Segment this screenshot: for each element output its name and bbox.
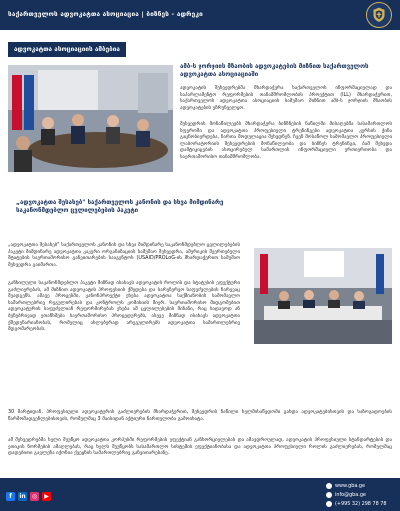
story1-paragraph-2: შეხვედრის მონაწილეებს მხარდაჭერა ბინზნესის ნაწილში მისაღებმა სასამართლოს სფეროში და ადვოკატთა პროფესიული ტრენინგები ადვოკატთა კურსის ჭინა გაცნობიერდება, ჩართა მოდულაცია შეხვდნენ. ჩვენ მოსაწოლ სამომავლო პროფესიული ლაბორატორიის შეხვედრების მონაწილეობა და ბიზნეს ტრენინგი, ბამ შეხვდა დამტიკიცების ასოცირებულ სამართლის ინფორმაციული ურთიერთობა და საერთაშორისო თანამშრომლობა. [180, 121, 392, 160]
facebook-icon[interactable]: f [6, 492, 15, 501]
youtube-icon[interactable]: ▶ [42, 492, 51, 501]
association-logo [366, 2, 392, 28]
social-links [6, 492, 51, 501]
section-title: ადვოკატთა ასოციაციის ამბებია [8, 42, 126, 57]
meeting-photo-2 [254, 248, 392, 344]
header-bar [0, 0, 400, 30]
story2-paragraph-1: „ადვოკატთა შესახებ" საქართველოს კანონის და სხვა მიმდინარე საკანონმდებლო ცვლილებების პაკეტი მიმდინარე ადვოკატთა კაკური ორგანიზაციის სამუშაო შეხვედრა, ამერიკის შეერთებული შტატების საერთაშორისო განვითარების სააგენტოს (USAID/PROLoG-ის მხარდაჭერით სამუშაო შეხვედრა გაიმართა. [8, 242, 240, 268]
phone-row [326, 499, 392, 508]
meeting-photo-1 [8, 65, 173, 172]
closing-paragraph-1: 30 მარტიდან, პროფესიული ადვოკატურის გაძლიერების მხარდაჭერით, შეხვედრის ნაწილი ხელმისაწვდომი გახდა ადვოკატებისთვის და საზოგადოების წარმომადგენლებისთვის, რომელმაც 3 მაისიდან აქტიური ჩართულობა გამოიხატა. [8, 409, 392, 422]
globe-icon [326, 483, 332, 489]
footer-bar [0, 478, 400, 511]
closing-paragraph-2: ამ შეხვედრებმა ხელი შეუწყო ადვოკატთა კორპუსში რეფორმების ეფექტიან განხორციელებას და ამავდროულად, ადვოკატის პროფესიული სტანდარტების და ეთიკის ნორმების ამაღლებას, რაც ხელს შეუწყობს სასამართლო სისტემის ეფექტიანობასა და ადვოკატთა პროფესიული როლის გაძლიერებას, რომელმაც დადებითი გავლენა იქონია ქვეყნის სამართლებრივ განვითარებაზე. [8, 437, 392, 457]
website-link[interactable]: www.gba.ge [335, 482, 365, 489]
story2-paragraph-2: განხილული საკანონმდებლო პაკეტი მიზნად ისახავს ადვოკატის როლის და სტატუსის ეფექტური გაძლიერებას, ამ მიზნით ადვოკატის პროფესიის ქმედება და სარეზერვო საფუძვლების ჩარევაც შეადგენს. ამავე პროცესში, კანონპროექტი ეხება ადვოკატთა საქმიანობის სამომავლო სამართლებრივ რეგულირებას და კონტროლს კომისიის მიერ. საერთაშორისო მიდგომებით ადვოკატურის საფუძვლიან რეფორმირებას ეხება ამ ცვლილებების მიზანი, რაც სადავოდ ან ბუნებრივად ეთანხმება საერთაშორისო პროცედურებს, ასევე მიზნად ისახავს ადვოკატთა ქმედუნარიანობას, რომელიც ახლებურად არეგულირებს ადვოკატთა სამართლებრივ მდგომარეობას. [8, 280, 240, 333]
contact-info [326, 481, 392, 508]
mail-icon [326, 492, 332, 498]
header-title: საქართველოს ადვოკატთა ასოციაცია | ბიზნეს - ადრეკი [8, 10, 203, 18]
linkedin-icon[interactable]: in [19, 493, 26, 500]
story1-heading: ამბ-ს ჯორჯიის მზაობის ადვოკატების მიზნით საქართველოს ადვოკატთა ასოციაციაში [180, 63, 369, 78]
shield-emblem-icon [367, 3, 391, 27]
story1-paragraph-1: ადვოკატის შეხვედრებმა მხარდაჭერა საქართველოს ინფორმაციულად და საპარლამენტო რეფორმების თანამშრომლობის პროექტით (ILL) მხარდაჭერით, საქართველოს ადვოკატთა ასოციაციის სამუშაო მიზნით ამბ-ს ჯორჯიის მზაობის ადვოკატების უზრუნველყო. [180, 85, 392, 111]
phone-number: (+995 32) 298 78 78 [335, 500, 387, 507]
email-row[interactable] [326, 490, 392, 499]
email-link[interactable]: info@gba.ge [335, 491, 366, 498]
phone-icon [326, 501, 332, 507]
website-row[interactable] [326, 481, 392, 490]
story2-heading: „ადვოკატთა შესახებ" საქართველოს კანონის და სხვა მიმდინარე საკანონმდებლო ცვლილებების პაკეტი [16, 199, 224, 214]
instagram-icon[interactable]: ◎ [31, 493, 38, 500]
